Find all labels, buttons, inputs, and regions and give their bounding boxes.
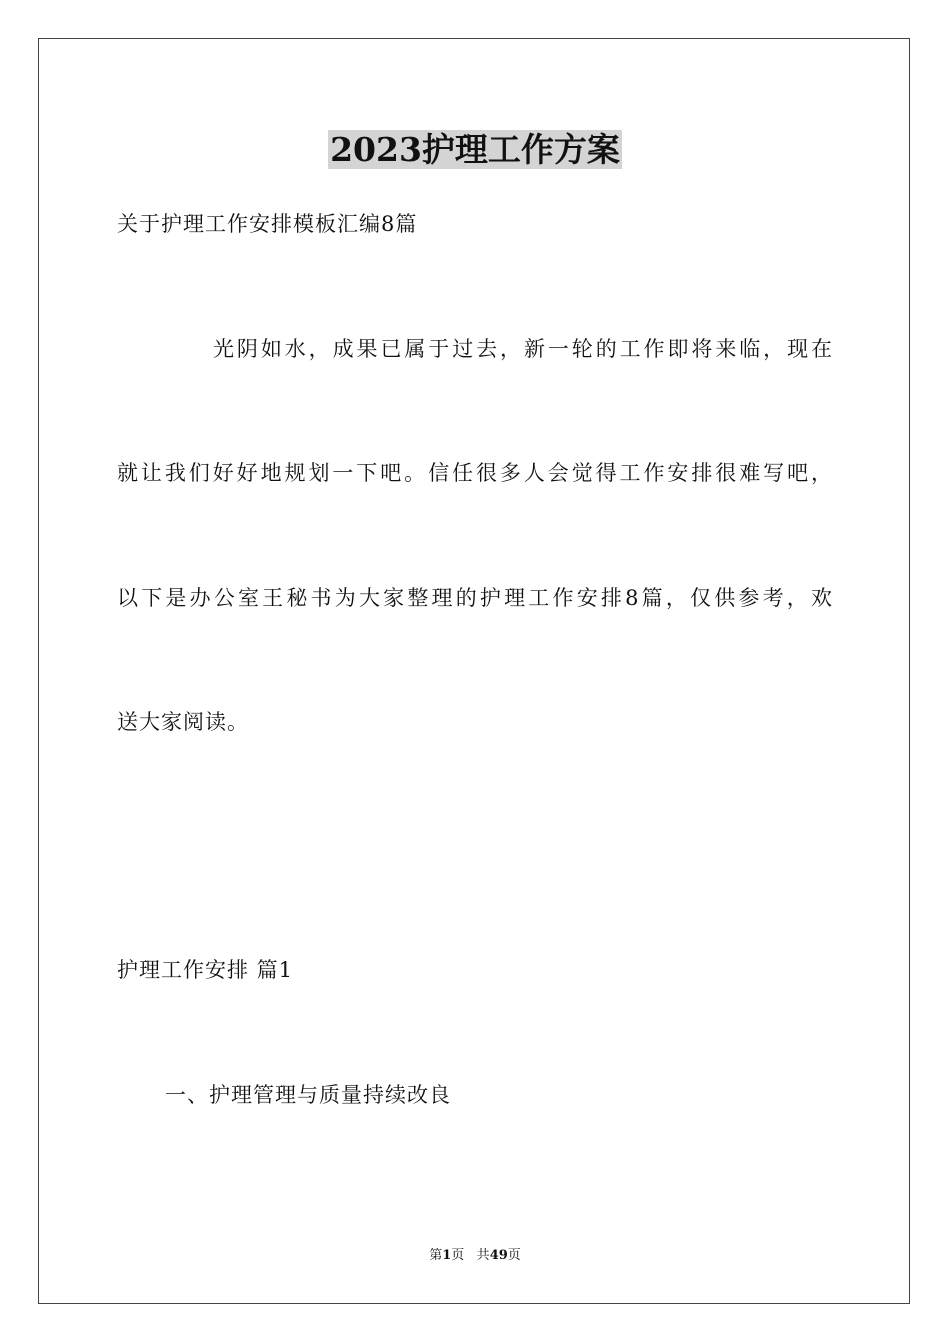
paragraph-line-4: 送大家阅读。 (117, 710, 249, 734)
paragraph-line-3: 以下是办公室王秘书为大家整理的护理工作安排8篇，仅供参考，欢 (117, 586, 833, 610)
footer-page-prefix: 第 (429, 1248, 443, 1263)
document-subtitle: 关于护理工作安排模板汇编8篇 (117, 212, 418, 236)
document-title (0, 126, 950, 174)
footer-total-suffix: 页 (507, 1248, 521, 1263)
document-title-text: 2023护理工作方案 (330, 130, 620, 169)
footer-page-suffix: 页 (451, 1248, 465, 1263)
section-heading: 护理工作安排 篇1 (117, 958, 294, 982)
subsection-heading: 一、护理管理与质量持续改良 (165, 1083, 451, 1107)
footer-total-prefix: 共 (476, 1248, 490, 1263)
page-footer (0, 1247, 950, 1265)
paragraph-line-1: 光阴如水，成果已属于过去，新一轮的工作即将来临，现在 (213, 337, 833, 361)
footer-page-current: 1 (442, 1248, 452, 1263)
footer-page-total: 49 (489, 1248, 508, 1263)
paragraph-line-2: 就让我们好好地规划一下吧。信任很多人会觉得工作安排很难写吧， (117, 461, 833, 485)
